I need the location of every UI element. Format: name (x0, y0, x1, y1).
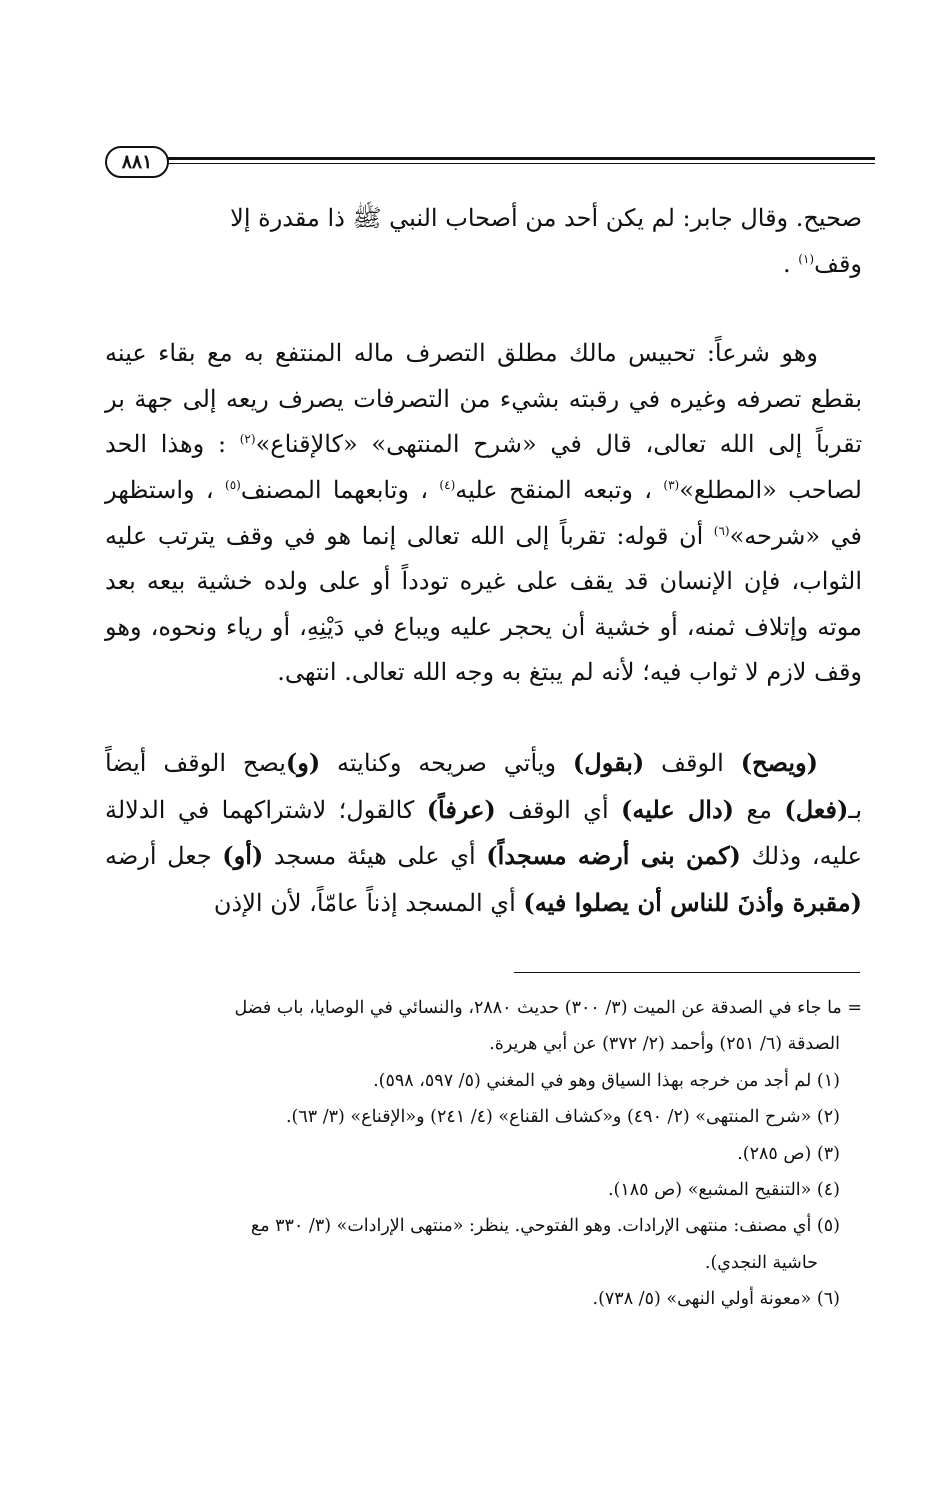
bold-term: (كمن بنى أرضه مسجداً) (486, 841, 741, 871)
footnote-line: = ما جاء في الصدقة عن الميت (٣/ ٣٠٠) حديث ٢٨٨٠، والنسائي في الوصايا، باب فضل (234, 998, 862, 1018)
footnote-ref: (٤) (439, 477, 456, 492)
bold-term: (أو) (222, 841, 264, 871)
footnote-line: الصدقة (٦/ ٢٥١) وأحمد (٢/ ٣٧٢) عن أبي هريرة. (489, 1034, 840, 1055)
bold-term: (فعل) (784, 794, 849, 824)
footnote-ref: (٥) (225, 477, 241, 492)
footnote-line: (٥) أي مصنف: منتهى الإرادات. وهو الفتوحي. ينظر: «منتهى الإرادات» (٣/ ٣٣٠ مع (250, 1216, 840, 1237)
main-text (105, 196, 862, 926)
page-header (105, 146, 875, 178)
footnote-continuation-2 (105, 1026, 862, 1062)
footnote-3: (٣) (ص ٢٨٥). (737, 1143, 840, 1164)
bold-term: (و) (285, 747, 321, 777)
text-run: أن قوله: تقرباً إلى الله تعالى إنما هو في وقف يترتب عليه الثواب، فإن الإنسان قد يقف على غيره تودداً أو على ولده خشية بيعه بعد موته وإتلاف ثمنه، أو خشية أن يحجر عليه ويباع في دَيْنِهِ، أو رياء ونحوه، وهو وقف لازم لا ثواب فيه؛ لأنه لم يبتغ به وجه الله تعالى. انتهى. (105, 521, 862, 687)
text-run: يصح الوقف أيضاً بـ (105, 748, 863, 824)
paragraph-1-line-1: صحيح. وقال جابر: لم يكن أحد من أصحاب النبي ﷺ ذا مقدرة إلا (230, 204, 862, 232)
text-run: كالقول؛ لاشتراكهما في الدلالة عليه، وذلك (105, 795, 862, 871)
footnote-ref: (٦) (713, 523, 730, 538)
text-run: أي على هيئة مسجد (263, 842, 487, 871)
paragraph-1-end: . (783, 249, 799, 278)
text-run: أي المسجد إذناً عامّاً، لأن الإذن (213, 888, 524, 917)
paragraph-2 (105, 331, 862, 696)
text-run: : وهذا الحد لصاحب «المطلع» (105, 430, 862, 504)
footnote-2: (٢) «شرح المنتهى» (٢/ ٤٩٠) و«كشاف القناع» (٤/ ٢٤١) و«الإقناع» (٣/ ٦٣). (285, 1107, 840, 1128)
text-run: ويأتي صريحه وكنايته (320, 748, 573, 777)
paragraph-3 (105, 740, 862, 926)
footnote-ref: (٢) (239, 432, 256, 447)
text-run: ، واستظهر في «شرحه» (105, 475, 862, 550)
footnote-line: حاشية النجدي). (704, 1252, 818, 1273)
footnote-separator (514, 972, 860, 973)
footnote-continuation (105, 990, 862, 1026)
footnote-5 (105, 1208, 862, 1244)
text-run: أي الوقف (495, 795, 622, 824)
header-rule-thick (161, 157, 875, 160)
text-run: جعل أرضه (105, 842, 223, 871)
footnote-4: (٤) «التنقيح المشبع» (ص ١٨٥). (607, 1180, 840, 1201)
footnotes (105, 990, 862, 1318)
bold-term: (ويصح) (740, 747, 818, 777)
bold-term: (عرفاً) (426, 794, 496, 824)
page-number: ٨٨١ (105, 146, 169, 178)
bold-term: (مقبرة وأذنَ للناس أن يصلوا فيه) (523, 887, 862, 917)
text-run: الوقف (644, 748, 741, 777)
header-rule-thin (161, 163, 875, 164)
text-run: ، وتبعه المنقح عليه (455, 475, 664, 504)
bold-term: (دال عليه) (621, 794, 734, 824)
paragraph-1-line-2: وقف (814, 249, 862, 278)
footnote-5-cont (105, 1245, 862, 1281)
bold-term: (بقول) (572, 747, 645, 777)
text-run: وهو شرعاً: تحبيس مالك مطلق التصرف ماله المنتفع به مع بقاء عينه بقطع تصرفه وغيره في رقبته بشيء من التصرفات يصرف ريعه إلى جهة بر تقرباً إلى الله تعالى، قال في «شرح المنتهى» «كالإقناع» (105, 339, 862, 459)
footnote-ref: (١) (798, 251, 815, 266)
footnote-ref: (٣) (663, 477, 680, 492)
text-run: مع (734, 795, 785, 824)
paragraph-1 (105, 196, 862, 287)
text-run: ، وتابعهما المصنف (240, 475, 440, 504)
footnote-6: (٦) «معونة أولي النهى» (٥/ ٧٣٨). (592, 1289, 840, 1310)
footnote-1: (١) لم أجد من خرجه بهذا السياق وهو في المغني (٥/ ٥٩٧، ٥٩٨). (373, 1070, 840, 1091)
